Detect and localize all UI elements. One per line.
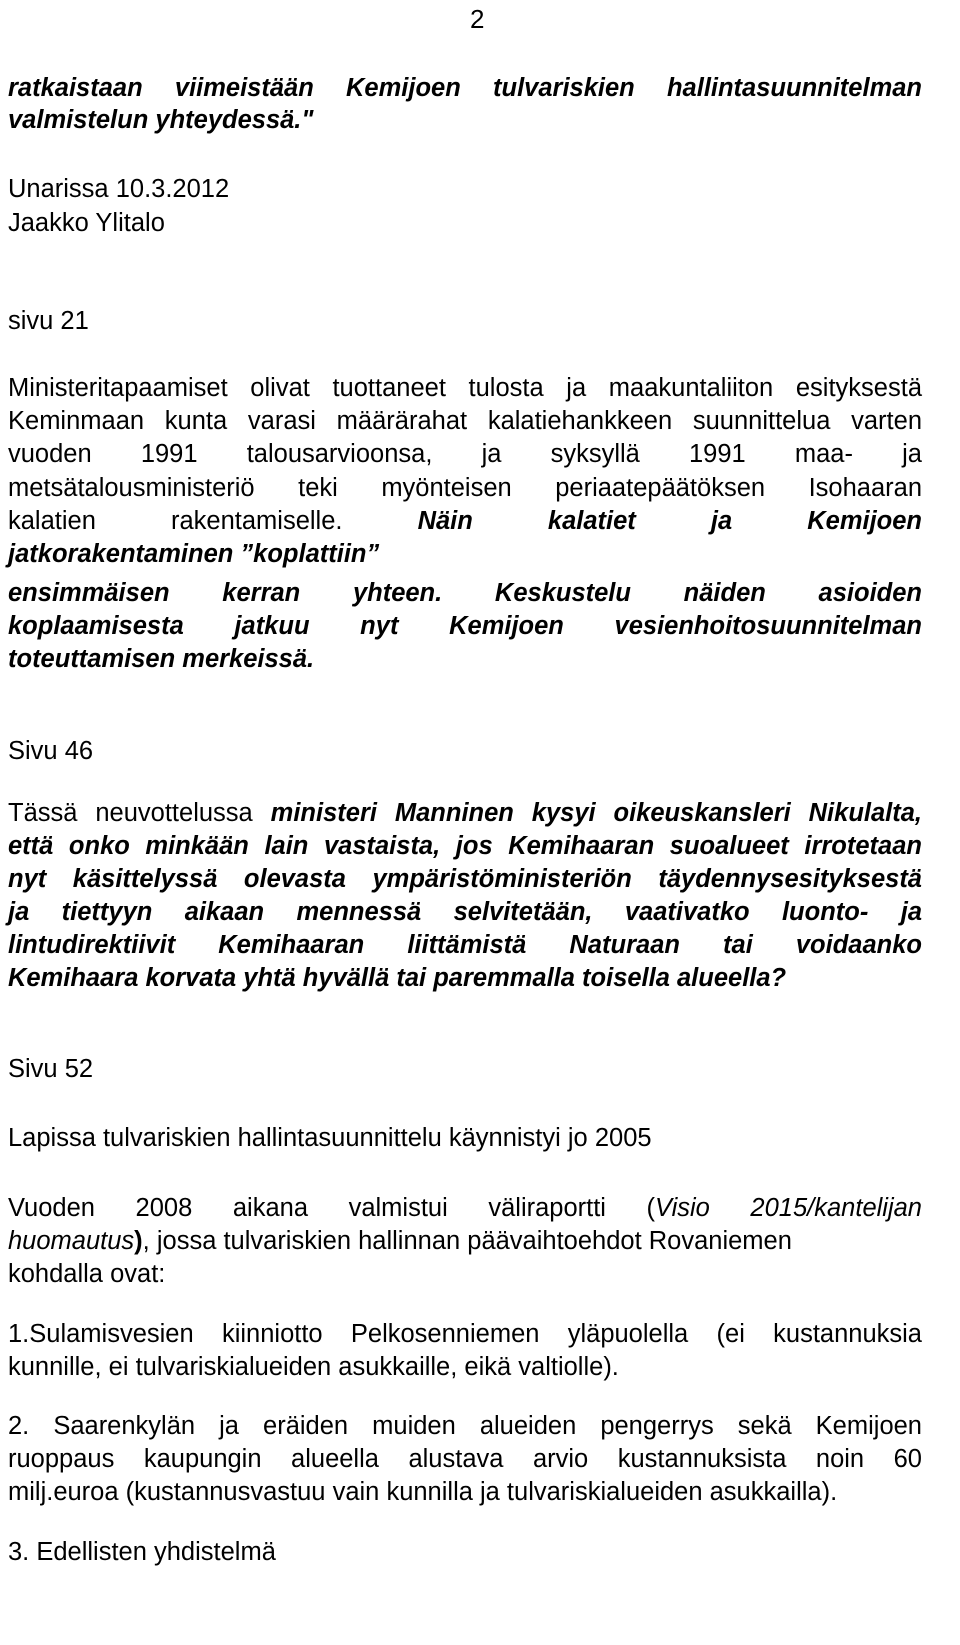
section-46-line: lintudirektiivit Kemihaaran liittämistä Naturaan tai voidaanko <box>8 931 922 959</box>
section-21-line-9: toteuttamisen merkeissä. <box>8 645 315 673</box>
section-52-bold-paren: ) <box>134 1227 143 1255</box>
section-46-line: nyt käsittelyssä olevasta ympäristöministeriön täydennysesityksestä <box>8 865 922 893</box>
section-21-line: Keminmaan kunta varasi määrärahat kalatiehankkeen suunnittelua varten <box>8 407 922 435</box>
section-52-italic-text: Visio 2015/kantelijan <box>655 1194 922 1222</box>
section-46-normal-text: Tässä neuvottelussa <box>8 799 253 827</box>
section-21-line: metsätalousministeriö teki myönteisen periaatepäätöksen Isohaaran <box>8 474 922 502</box>
quote-line-1: ratkaistaan viimeistään Kemijoen tulvariskien hallintasuunnitelman <box>8 74 922 102</box>
author-name: Jaakko Ylitalo <box>8 209 165 237</box>
section-52-para-line-3: kohdalla ovat: <box>8 1260 166 1288</box>
list-item-2-line-1: 2. Saarenkylän ja eräiden muiden alueiden pengerrys sekä Kemijoen <box>8 1412 922 1440</box>
section-21-line-7: ensimmäisen kerran yhteen. Keskustelu näiden asioiden <box>8 579 922 607</box>
section-52-heading: Sivu 52 <box>8 1055 94 1083</box>
section-21-line: vuoden 1991 talousarvioonsa, ja syksyllä 1991 maa- ja <box>8 440 922 468</box>
section-46-last-line: Kemihaara korvata yhtä hyvällä tai paremmalla toisella alueella? <box>8 964 787 992</box>
section-21-line-5 <box>8 505 922 538</box>
page-number: 2 <box>470 4 485 34</box>
place-date: Unarissa 10.3.2012 <box>8 175 230 203</box>
quote-line-2: valmistelun yhteydessä." <box>8 106 314 134</box>
section-21-normal-text: kalatien rakentamiselle. <box>8 507 343 535</box>
section-46-line: että onko minkään lain vastaista, jos Kemihaaran suoalueet irrotetaan <box>8 832 922 860</box>
section-52-text: , jossa tulvariskien hallinnan päävaihtoehdot Rovaniemen <box>142 1227 792 1255</box>
section-46-heading: Sivu 46 <box>8 737 94 765</box>
section-52-para-line-1 <box>8 1192 922 1225</box>
section-46-line-1 <box>8 797 922 830</box>
section-21-line-6: jatkorakentaminen ”koplattiin” <box>8 540 380 568</box>
section-52-text: Vuoden 2008 aikana valmistui väliraportti ( <box>8 1194 656 1222</box>
list-item-3: 3. Edellisten yhdistelmä <box>8 1538 276 1566</box>
section-21-emphasis: Näin kalatiet ja Kemijoen <box>417 507 922 535</box>
section-52-intro: Lapissa tulvariskien hallintasuunnittelu käynnistyi jo 2005 <box>8 1124 652 1152</box>
list-item-1-line-2: kunnille, ei tulvariskialueiden asukkaille, eikä valtiolle). <box>8 1353 619 1381</box>
section-21-line: Ministeritapaamiset olivat tuottaneet tulosta ja maakuntaliiton esityksestä <box>8 374 922 402</box>
section-46-emphasis: ministeri Manninen kysyi oikeuskansleri Nikulalta, <box>270 799 923 827</box>
section-21-heading: sivu 21 <box>8 307 89 335</box>
list-item-2-line-2: ruoppaus kaupungin alueella alustava arvio kustannuksista noin 60 <box>8 1445 922 1473</box>
list-item-1-line-1: 1.Sulamisvesien kiinniotto Pelkosenniemen yläpuolella (ei kustannuksia <box>8 1320 922 1348</box>
section-46-line: ja tiettyyn aikaan mennessä selvitetään, vaativatko luonto- ja <box>8 898 922 926</box>
section-52-italic-text: huomautus <box>8 1227 135 1255</box>
list-item-2-line-3: milj.euroa (kustannusvastuu vain kunnilla ja tulvariskialueiden asukkailla). <box>8 1478 838 1506</box>
section-21-line-8: koplaamisesta jatkuu nyt Kemijoen vesienhoitosuunnitelman <box>8 612 922 640</box>
section-52-para-line-2 <box>8 1225 922 1258</box>
